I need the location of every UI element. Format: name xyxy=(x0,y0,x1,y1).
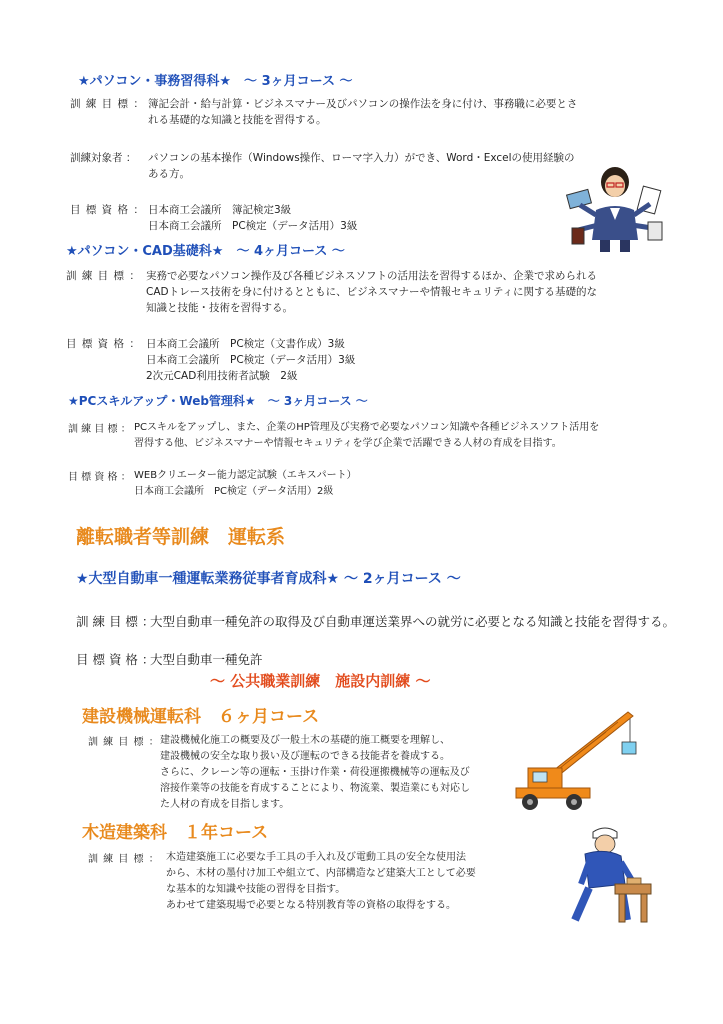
qual-text xyxy=(134,468,357,500)
qual-label: 目 標 資 格 ： xyxy=(76,652,155,667)
qual-line: 日本商工会議所 PC検定（データ活用）3級 xyxy=(148,220,358,232)
goal-line: さらに、クレーン等の運転・玉掛け作業・荷役運搬機械等の運転及び xyxy=(160,767,470,778)
qual-line: 日本商工会議所 PC検定（データ活用）3級 xyxy=(146,354,356,366)
qual-label: 目 標 資 格 ： xyxy=(70,204,145,216)
course-title-pc-web: ★PCスキルアップ・Web管理科★ ～ 3ヶ月コース ～ xyxy=(68,394,368,408)
crane-illustration xyxy=(510,706,640,812)
office-worker-illustration xyxy=(560,160,670,255)
goal-label: 訓 練 目 標 ： xyxy=(66,270,141,282)
qual-line: 日本商工会議所 PC検定（文書作成）3級 xyxy=(146,338,345,350)
goal-label: 訓 練 目 標 ： xyxy=(70,98,145,110)
course-title-pc-cad: ★パソコン・CAD基礎科★ ～ 4ヶ月コース ～ xyxy=(66,244,345,259)
goal-line: 建設機械化施工の概要及び一般土木の基礎的施工概要を理解し、 xyxy=(160,735,450,746)
goal-label: 訓 練 目 標 ： xyxy=(76,614,155,629)
qual-text xyxy=(146,336,355,384)
goal-line: PCスキルをアップし、また、企業のHP管理及び実務で必要なパソコン知識や各種ビジネスソフト活用を xyxy=(134,422,600,433)
target-line: ある方。 xyxy=(148,168,190,180)
course-title-construction: 建設機械運転科 ６ヶ月コース xyxy=(82,707,320,727)
goal-label: 訓 練 目 標 ： xyxy=(68,424,131,435)
qual-line: 日本商工会議所 簿記検定3級 xyxy=(148,204,292,216)
goal-line: 実務で必要なパソコン操作及び各種ビジネスソフトの活用法を習得するほか、企業で求められる xyxy=(146,270,597,282)
goal-line: な基本的な知識や技能の習得を目指す。 xyxy=(166,884,346,895)
goal-text xyxy=(134,420,599,452)
goal-text xyxy=(148,96,577,128)
qual-text: 大型自動車一種免許 xyxy=(150,652,263,667)
goal-text: 大型自動車一種免許の取得及び自動車運送業界への就労に必要となる知識と技能を習得する。 xyxy=(150,614,676,629)
target-label: 訓練対象者 ： xyxy=(70,152,137,164)
section-heading-public: ～ 公共職業訓練 施設内訓練 ～ xyxy=(210,672,431,690)
qual-line: 2次元CAD利用技術者試験 2級 xyxy=(146,370,298,382)
goal-line: た人材の育成を目指します。 xyxy=(160,799,290,810)
qual-text xyxy=(148,202,357,234)
target-text xyxy=(148,150,575,182)
goal-text xyxy=(166,850,476,914)
goal-line: 木造建築施工に必要な手工具の手入れ及び電動工具の安全な使用法 xyxy=(166,852,466,863)
goal-label: 訓 練 目 標 ： xyxy=(88,737,160,748)
goal-line: あわせて建築現場で必要となる特別教育等の資格の取得をする。 xyxy=(166,900,456,911)
target-line: パソコンの基本操作（Windows操作、ローマ字入力）ができ、Word・Excelの使用経験の xyxy=(148,152,575,164)
qual-line: 日本商工会議所 PC検定（データ活用）2級 xyxy=(134,486,334,497)
section-heading-driving: 離転職者等訓練 運転系 xyxy=(76,526,286,548)
goal-line: れる基礎的な知識と技能を習得する。 xyxy=(148,114,327,126)
goal-text xyxy=(146,268,597,316)
goal-line: 習得する他、ビジネスマナーや情報セキュリティを学び企業で活躍できる人材の育成を目指す。 xyxy=(134,438,562,449)
qual-label: 目 標 資 格 ： xyxy=(66,338,141,350)
goal-line: 簿記会計・給与計算・ビジネスマナー及びパソコンの操作法を身に付け、事務職に必要とさ xyxy=(148,98,578,110)
carpenter-illustration xyxy=(555,822,655,930)
goal-line: 建設機械の安全な取り扱い及び運転のできる技能者を養成する。 xyxy=(160,751,450,762)
course-title-wood: 木造建築科 １年コース xyxy=(82,823,269,843)
course-title-truck: ★大型自動車一種運転業務従事者育成科★ ～ 2ヶ月コース ～ xyxy=(76,571,461,587)
goal-line: 知識と技能・技術を習得する。 xyxy=(146,302,293,314)
qual-label: 目 標 資 格 ： xyxy=(68,472,131,483)
goal-label: 訓 練 目 標 ： xyxy=(88,854,160,865)
goal-line: 溶接作業等の技能を育成することにより、物流業、製造業にも対応し xyxy=(160,783,470,794)
goal-text xyxy=(160,733,470,813)
goal-line: CADトレース技術を身に付けるとともに、ビジネスマナーや情報セキュリティに関する基礎的な xyxy=(146,286,597,298)
goal-line: から、木材の墨付け加工や組立て、内部構造など建築大工として必要 xyxy=(166,868,476,879)
qual-line: WEBクリエーター能力認定試験（エキスパート） xyxy=(134,470,357,481)
course-title-pc-office: ★パソコン・事務習得科★ ～ 3ヶ月コース ～ xyxy=(78,74,353,89)
